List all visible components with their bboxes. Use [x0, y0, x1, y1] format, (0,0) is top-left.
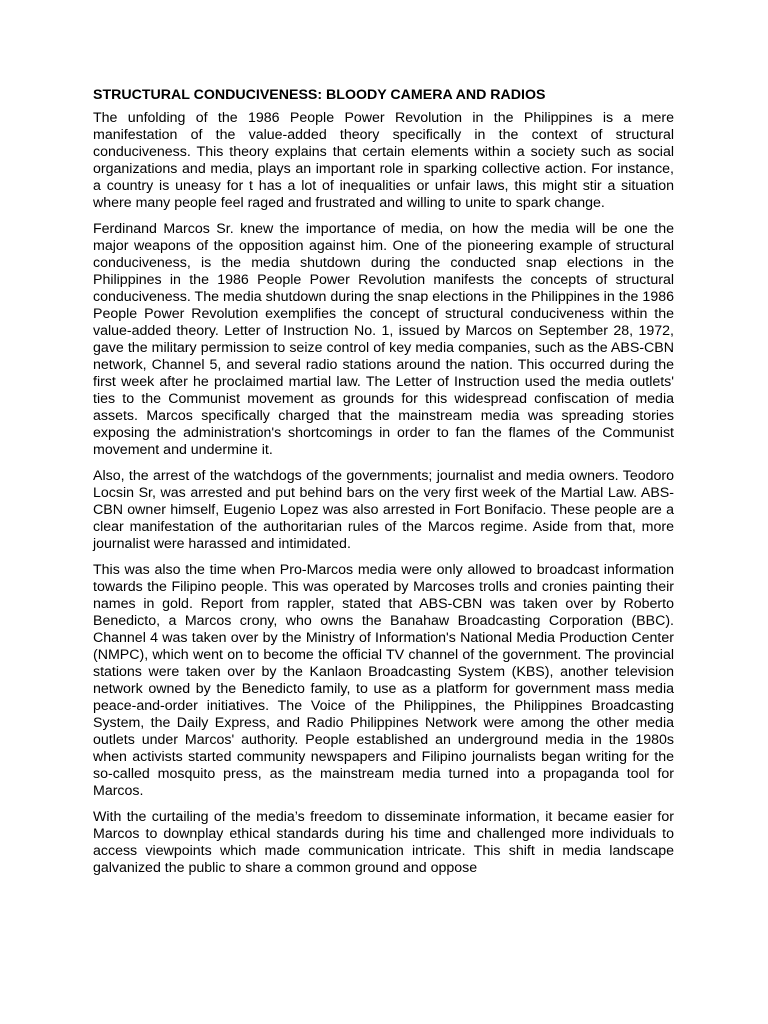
document-page	[93, 86, 674, 886]
paragraph-5: With the curtailing of the media’s freedom to disseminate information, it became easier for Marcos to downplay ethical standards during his time and challenged more individuals to access viewpoints which made communication intricate. This shift in media landscape galvanized the public to share a common ground and oppose	[93, 809, 674, 876]
document-title: STRUCTURAL CONDUCIVENESS: BLOODY CAMERA AND RADIOS	[93, 87, 546, 103]
paragraph-1: The unfolding of the 1986 People Power Revolution in the Philippines is a mere manifestation of the value-added theory specifically in the context of structural conduciveness. This theory explains that certain elements within a society such as social organizations and media, plays an important role in sparking collective action. For instance, a country is uneasy for t has a lot of inequalities or unfair laws, this might stir a situation where many people feel raged and frustrated and willing to unite to spark change.	[93, 110, 674, 211]
paragraph-3: Also, the arrest of the watchdogs of the governments; journalist and media owners. Teodoro Locsin Sr, was arrested and put behind bars on the very first week of the Martial Law. ABS-CBN owner himself, Eugenio Lopez was also arrested in Fort Bonifacio. These people are a clear manifestation of the authoritarian rules of the Marcos regime. Aside from that, more journalist were harassed and intimidated.	[93, 468, 674, 552]
paragraph-2: Ferdinand Marcos Sr. knew the importance of media, on how the media will be one the major weapons of the opposition against him. One of the pioneering example of structural conduciveness, is the media shutdown during the conducted snap elections in the Philippines in the 1986 People Power Revolution manifests the concepts of structural conduciveness. The media shutdown during the snap elections in the Philippines in the 1986 People Power Revolution exemplifies the concept of structural conduciveness within the value-added theory. Letter of Instruction No. 1, issued by Marcos on September 28, 1972, gave the military permission to seize control of key media companies, such as the ABS-CBN network, Channel 5, and several radio stations around the nation. This occurred during the first week after he proclaimed martial law. The Letter of Instruction used the media outlets' ties to the Communist movement as grounds for this widespread confiscation of media assets. Marcos specifically charged that the mainstream media was spreading stories exposing the administration's shortcomings in order to fan the flames of the Communist movement and undermine it.	[93, 221, 674, 458]
paragraph-4: This was also the time when Pro-Marcos media were only allowed to broadcast information towards the Filipino people. This was operated by Marcoses trolls and cronies painting their names in gold. Report from rappler, stated that ABS-CBN was taken over by Roberto Benedicto, a Marcos crony, who owns the Banahaw Broadcasting Corporation (BBC). Channel 4 was taken over by the Ministry of Information's National Media Production Center (NMPC), which went on to become the official TV channel of the government. The provincial stations were taken over by the Kanlaon Broadcasting System (KBS), another television network owned by the Benedicto family, to use as a platform for government mass media peace-and-order initiatives. The Voice of the Philippines, the Philippines Broadcasting System, the Daily Express, and Radio Philippines Network were among the other media outlets under Marcos' authority. People established an underground media in the 1980s when activists started community newspapers and Filipino journalists began writing for the so-called mosquito press, as the mainstream media turned into a propaganda tool for Marcos.	[93, 562, 674, 799]
